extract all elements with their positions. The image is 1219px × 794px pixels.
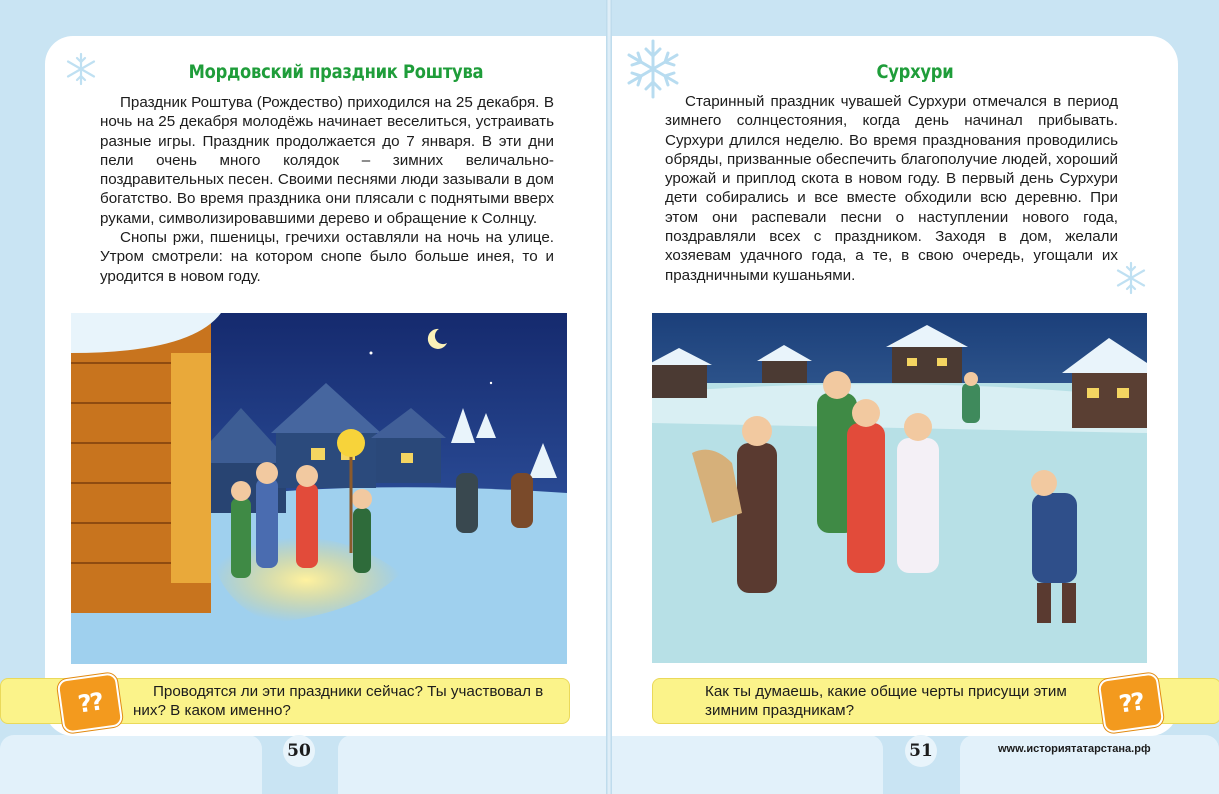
paragraph: Снопы ржи, пшеницы, гречихи оставляли на ночь на улице. Утром смотрели: на котором снопе было больше инея, то и уродится в новом году.: [100, 229, 554, 285]
question-marks-icon: ??: [57, 672, 124, 734]
page-number: 50: [283, 735, 315, 767]
question-text: Проводятся ли эти праздники сейчас? Ты участвовал в них? В каком именно?: [133, 683, 544, 719]
left-page-body: [100, 93, 554, 286]
question-marks-icon: ??: [1098, 672, 1165, 734]
page-number: 51: [905, 735, 937, 767]
surkhuri-illustration: [652, 313, 1147, 663]
roshtuva-illustration: [71, 313, 567, 664]
right-page-body: [665, 92, 1118, 285]
question-text: Как ты думаешь, какие общие черты присущи этим зимним праздникам?: [705, 683, 1067, 719]
snowflake-icon: [1114, 261, 1148, 295]
book-gutter: [606, 0, 612, 794]
paragraph: Праздник Роштува (Рождество) приходился на 25 декабря. В ночь на 25 декабря молодёжь начинает веселиться, устраивать разные игры. Праздник продолжается до 7 января. В эти дни пели очень много колядок – зимних величально-поздравительных песен. Своими песнями люди зазывали в дом богатство. Во время праздника они плясали с поднятыми вверх руками, символизировавшими дерево и обращение к Солнцу.: [100, 94, 554, 227]
website-url: www.историятатарстана.рф: [998, 743, 1151, 755]
paragraph: Старинный праздник чувашей Сурхури отмечался в период зимнего солнцестояния, когда день начинал прибывать. Сурхури длился неделю. Во время празднования проводились обряды, призванные обеспечить благополучие людей, хороший урожай и приплод скота в новом году. В первый день Сурхури дети собирались и все вместе обходили всю деревню. При этом они распевали песни о наступлении нового года, поздравляли всех с праздником. Заходя в дом, желали хозяевам удачного года, а те, в свою очередь, угощали их праздничными кушаньями.: [665, 93, 1118, 284]
right-page-title: Сурхури: [876, 61, 954, 83]
snowflake-icon: [64, 52, 98, 86]
bottom-panel: [0, 735, 262, 794]
left-page-title: Мордовский праздник Роштува: [188, 61, 484, 83]
snowflake-icon: [622, 38, 684, 100]
